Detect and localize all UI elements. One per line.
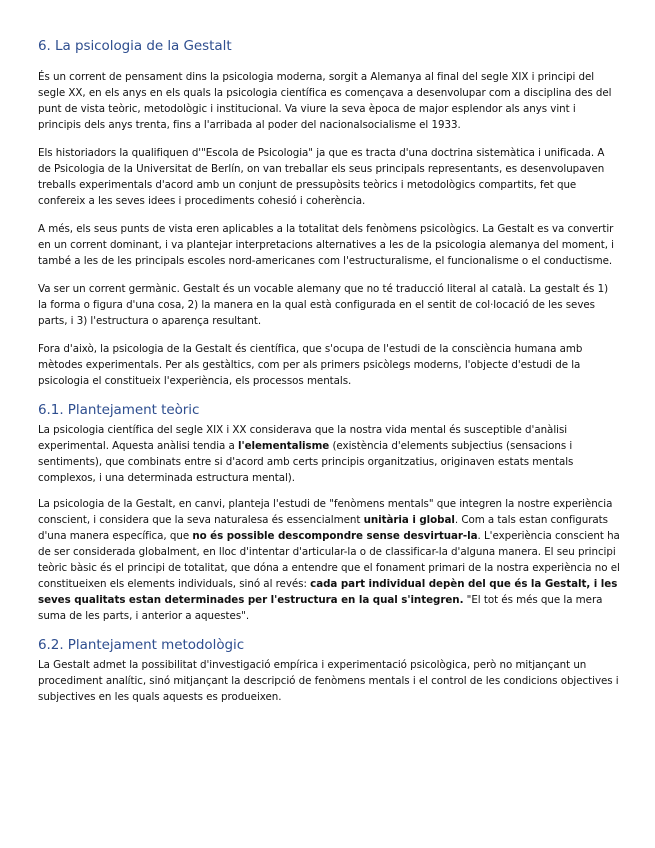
text-run: (existència d'elements subjectius (sensacions i sentiments), que combinats entre si d'acord amb certs principis organitzatius, originaven estats mentals complexos, i una determinada estructura mental).: [38, 440, 574, 484]
intro-paragraph-1: És un corrent de pensament dins la psicologia moderna, sorgit a Alemanya al final del segle XIX i principi del segle XX, en els anys en els quals la psicologia científica es començava a desenvolupar com a disciplina des del punt de vista teòric, metodològic i institucional. Va viure la seva època de major esplendor als anys vint i principis dels anys trenta, fins a l'arribada al poder del nacionalsocialisme el 1933.: [38, 71, 612, 131]
theory-paragraph-1: [38, 422, 620, 486]
bold-term: l'elementalisme: [237, 440, 330, 452]
bold-term: no és possible descompondre sense desvirtuar-la: [192, 530, 478, 542]
intro-paragraph-3: A més, els seus punts de vista eren aplicables a la totalitat dels fenòmens psicològics. La Gestalt es va convertir en un corrent dominant, i va plantejar interpretacions alternatives a les de la psicologia alemanya del moment, i també a les de les principals escoles nord-americanes com l'estructuralisme, el funcionalisme o el conductisme.: [38, 223, 614, 267]
text-run: "El tot és més que la mera suma de les parts, i anterior a aquestes".: [38, 594, 603, 622]
text-run: . Com a tals estan configurats d'una manera específica, que: [38, 514, 608, 542]
page-title: 6. La psicologia de la Gestalt: [38, 38, 232, 54]
intro-paragraph-5: Fora d'això, la psicologia de la Gestalt és científica, que s'ocupa de l'estudi de la consciència humana amb mètodes experimentals. Per als gestàltics, com per als primers psicòlegs moderns, l'objecte d'estudi de la psicologia el constitueix l'experiència, els processos mentals.: [38, 343, 583, 387]
text-run: La psicologia científica del segle XIX i XX considerava que la nostra vida mental és susceptible d'anàlisi experimental. Aquesta anàlisi tendia a: [38, 424, 568, 452]
section-heading-method: 6.2. Plantejament metodològic: [38, 637, 245, 653]
intro-paragraph-2: Els historiadors la qualifiquen d'"Escola de Psicologia" ja que es tracta d'una doctrina sistemàtica i unificada. A de Psicologia de la Universitat de Berlín, on van treballar els seus principals representants, es desenvolupaven treballs experimentals d'acord amb un conjunt de pressupòsits teòrics i metodològics compartits, fet que confereix a les seves idees i procediments cohesió i coherència.: [38, 147, 605, 207]
bold-term: unitària i global: [363, 514, 455, 526]
document-page: [38, 36, 620, 717]
bold-term: cada part individual depèn del que és la Gestalt, i les seves qualitats estan determinades per l'estructura en la qual s'integren.: [38, 578, 618, 606]
text-run: La psicologia de la Gestalt, en canvi, planteja l'estudi de "fenòmens mentals" que integren la nostre experiència conscient, i considera que la seva naturalesa és essencialment: [38, 498, 613, 526]
text-run: . L'experiència conscient ha de ser considerada globalment, en lloc d'intentar d'articular-la o de classificar-la d'alguna manera. El seu principi teòric bàsic és el principi de totalitat, que dóna a entendre que el fonament primari de la nostra experiència no el constitueixen els elements individuals, sinó al revés:: [38, 530, 620, 590]
theory-paragraph-2: [38, 496, 620, 624]
intro-paragraph-4: Va ser un corrent germànic. Gestalt és un vocable alemany que no té traducció literal al català. La gestalt és 1) la forma o figura d'una cosa, 2) la manera en la qual està configurada en el sentit de col·locació de les seves parts, i 3) l'estructura o aparença resultant.: [38, 283, 609, 327]
section-heading-theory: 6.1. Plantejament teòric: [38, 402, 200, 418]
method-paragraph-1: La Gestalt admet la possibilitat d'investigació empírica i experimentació psicològica, però no mitjançant un procediment analític, sinó mitjançant la descripció de fenòmens mentals i el control de les condicions objectives i subjectives en les quals aquests es produeixen.: [38, 659, 619, 703]
